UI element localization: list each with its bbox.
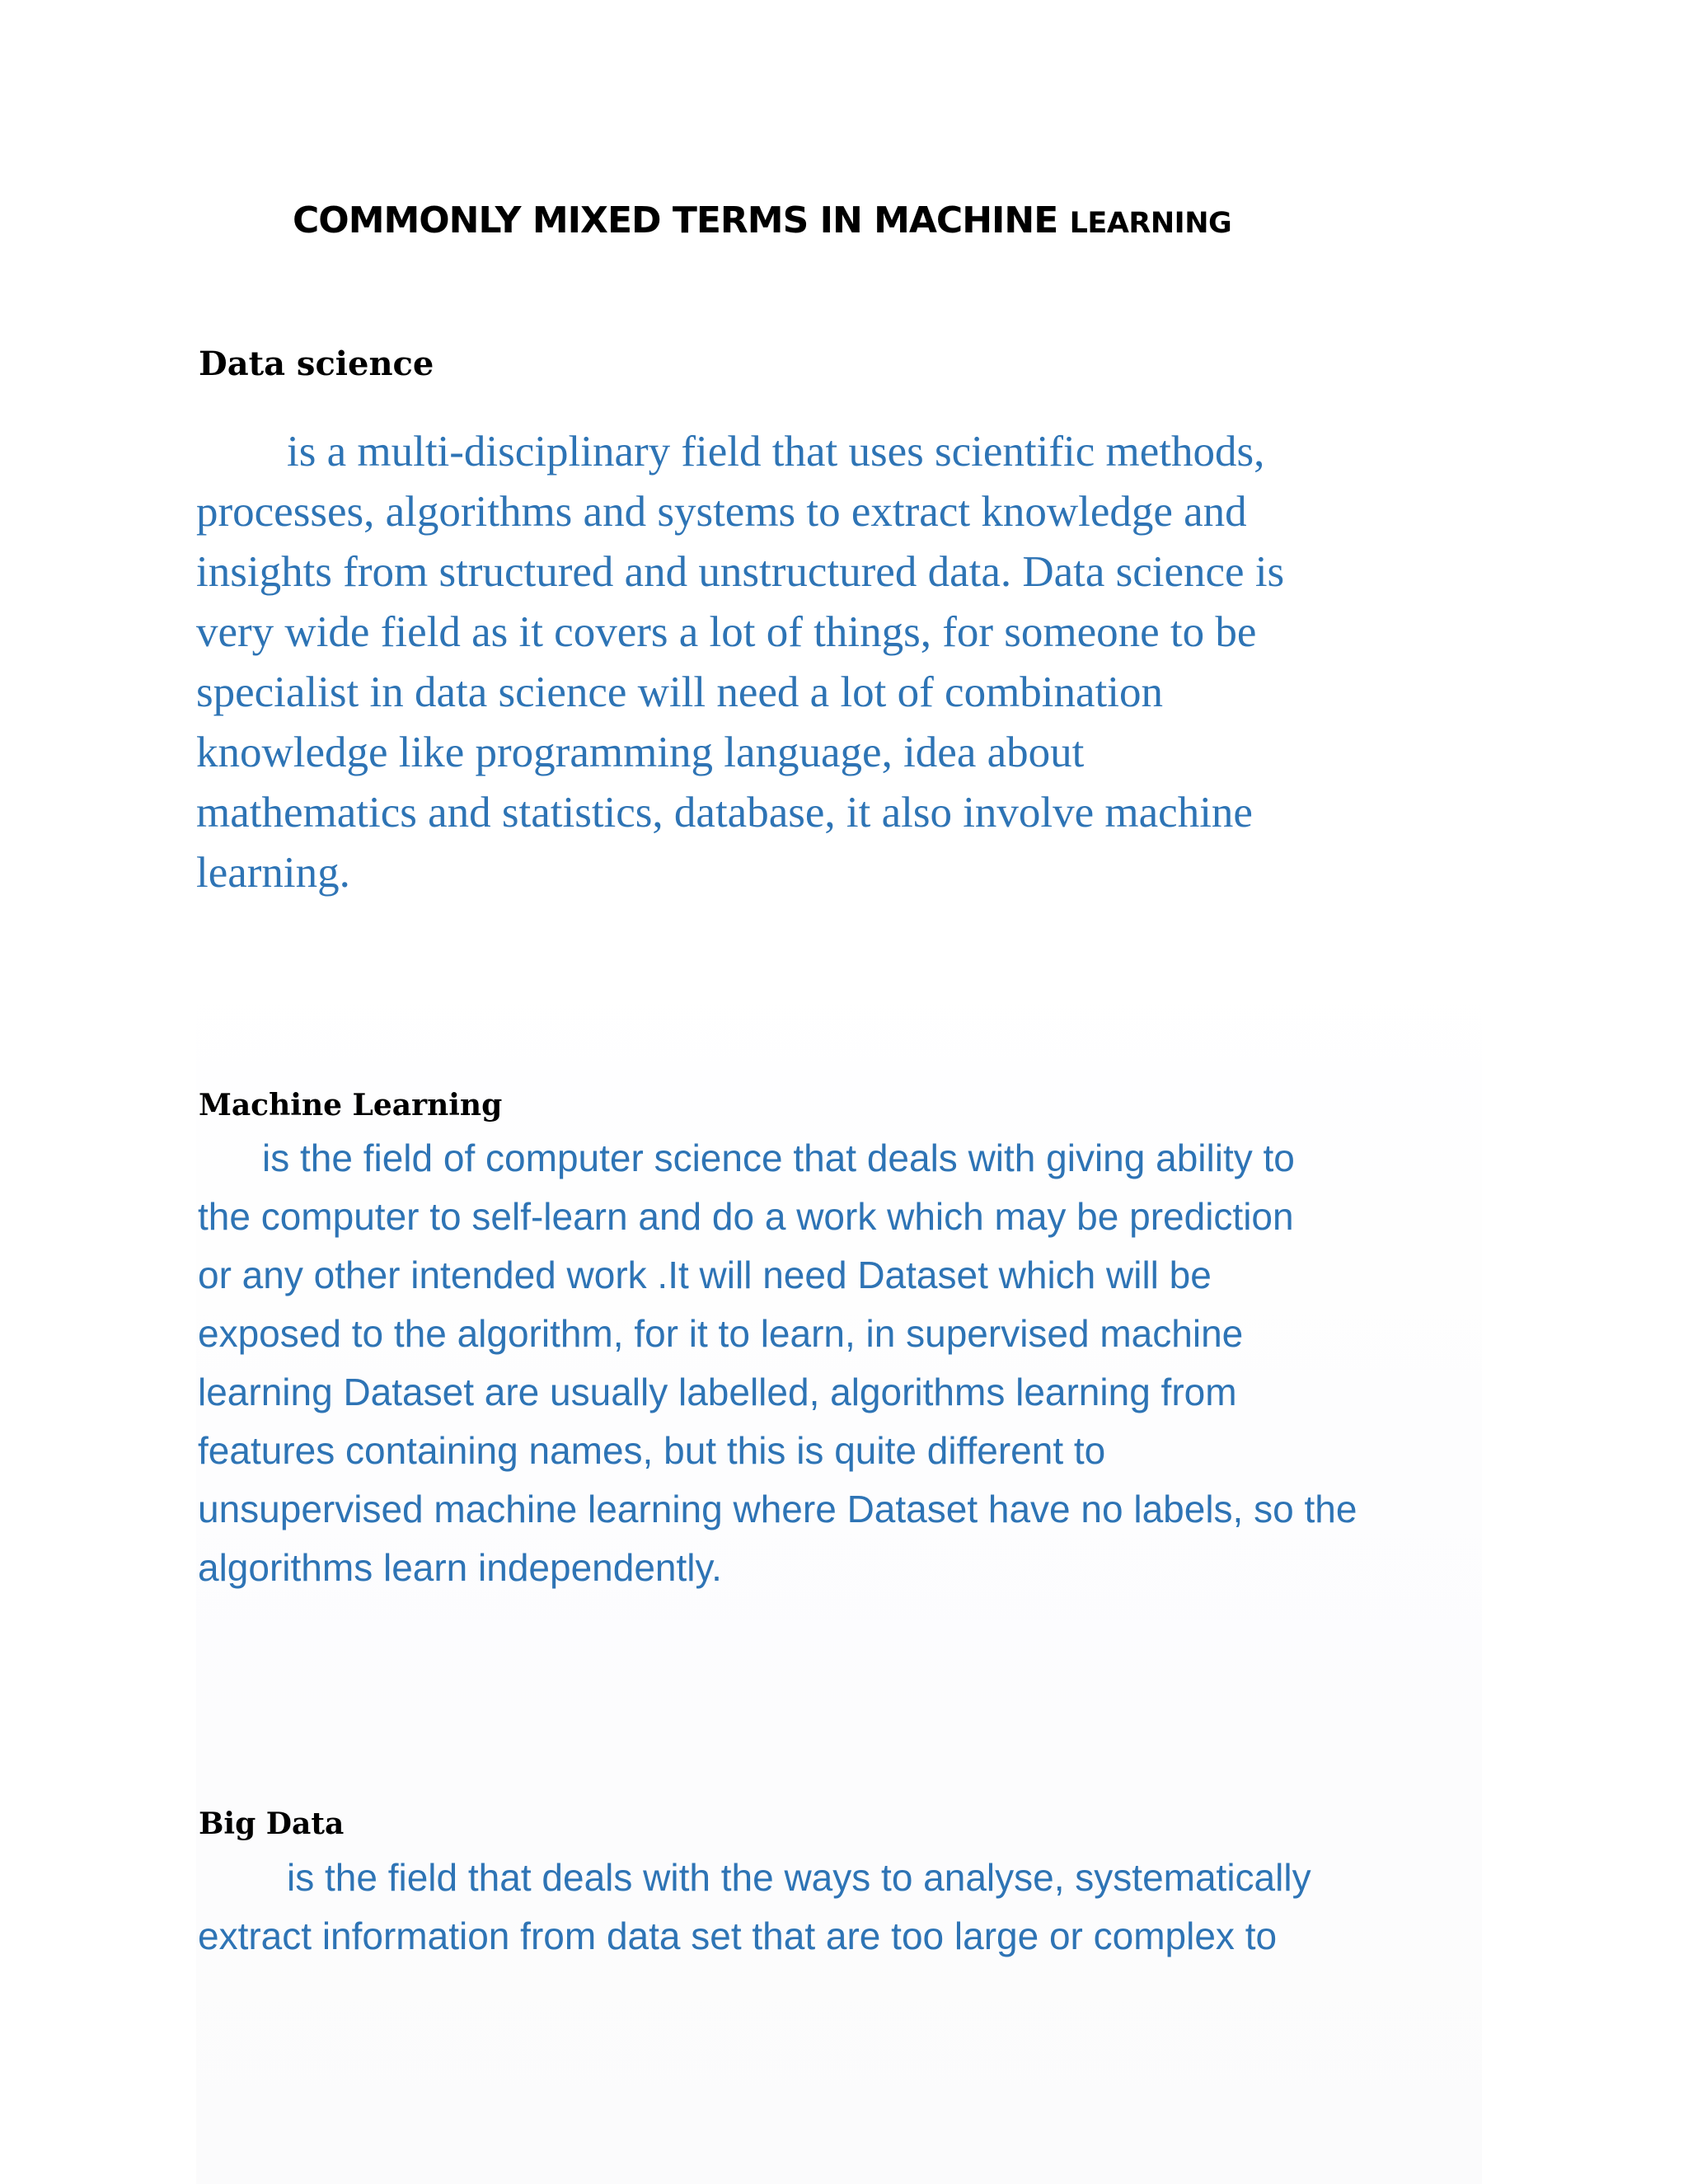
paragraph-line: learning. (196, 849, 350, 897)
heading-machine-learning: Machine Learning (199, 1088, 503, 1122)
heading-data-science: Data science (199, 344, 434, 383)
paragraph-line: very wide field as it covers a lot of things, for someone to be (196, 608, 1257, 656)
paragraph-line: insights from structured and unstructured data. Data science is (196, 548, 1285, 596)
paragraph-line: is a multi-disciplinary field that uses scientific methods, (287, 428, 1265, 476)
paragraph-line: learning Dataset are usually labelled, algorithms learning from (198, 1371, 1237, 1413)
heading-big-data: Big Data (199, 1807, 345, 1841)
paragraph-line: the computer to self-learn and do a work which may be prediction (198, 1195, 1294, 1238)
paragraph-line: extract information from data set that are too large or complex to (198, 1915, 1278, 1957)
paragraph-line: unsupervised machine learning where Dataset have no labels, so the (198, 1488, 1357, 1530)
paragraph-line: knowledge like programming language, idea about (196, 729, 1085, 776)
paragraph-line: features containing names, but this is quite different to (198, 1429, 1106, 1472)
title-tail: LEARNING (1069, 207, 1232, 240)
paragraph-line: processes, algorithms and systems to extract knowledge and (196, 488, 1247, 536)
paragraph-line: exposed to the algorithm, for it to learn, in supervised machine (198, 1312, 1244, 1355)
title-main: COMMONLY MIXED TERMS IN MACHINE (293, 199, 1070, 241)
paragraph-line: mathematics and statistics, database, it also involve machine (196, 789, 1253, 837)
paragraph-line: or any other intended work .It will need Dataset which will be (198, 1254, 1212, 1296)
paragraph-line: specialist in data science will need a lot of combination (196, 668, 1163, 716)
paragraph-line: is the field of computer science that deals with giving ability to (262, 1137, 1295, 1179)
document-title (293, 199, 1231, 241)
paragraph-line: is the field that deals with the ways to analyse, systematically (287, 1856, 1311, 1899)
paragraph-line: algorithms learn independently. (198, 1546, 722, 1589)
